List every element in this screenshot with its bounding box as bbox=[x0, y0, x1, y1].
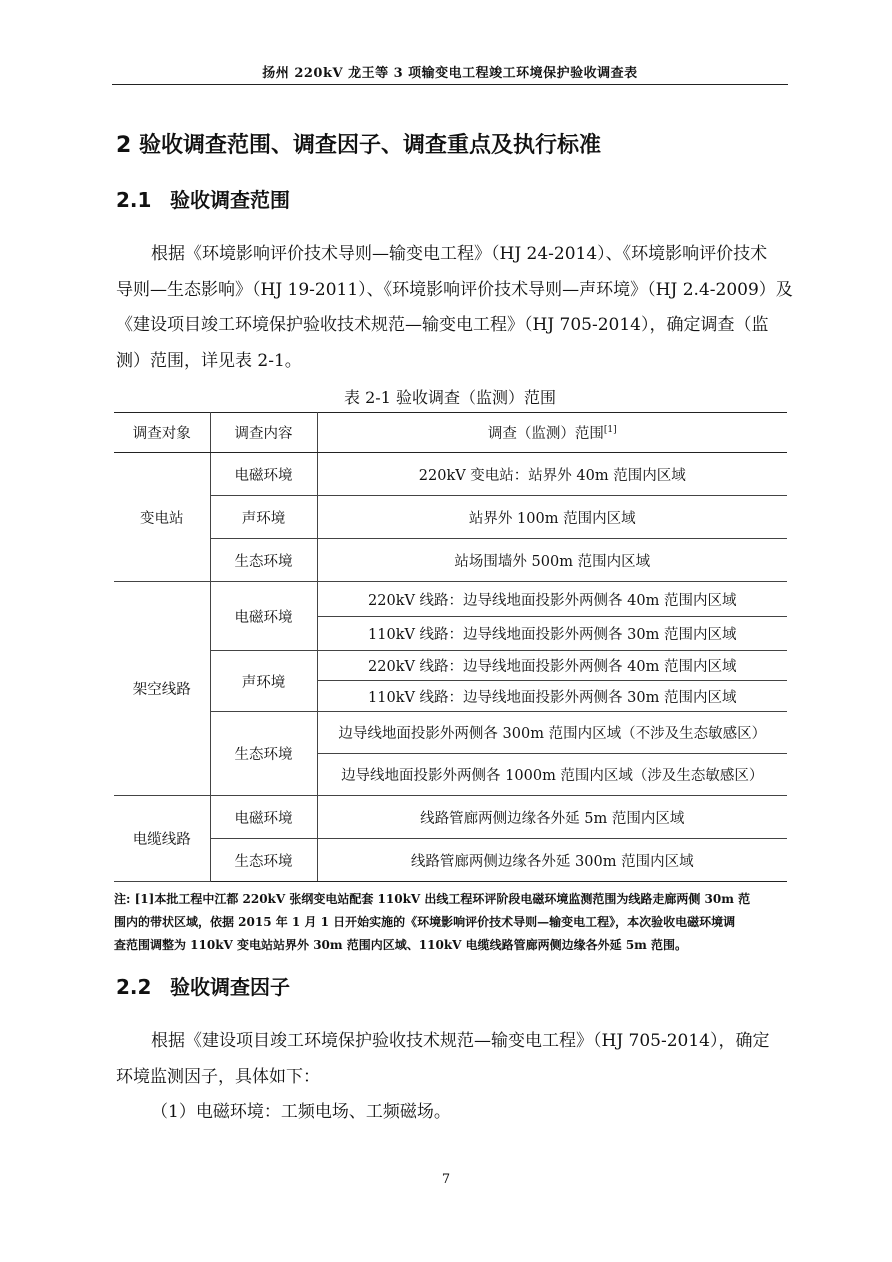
content-cell: 声环境 bbox=[210, 651, 317, 712]
scope-table bbox=[114, 412, 787, 882]
paragraph-line: 《建设项目竣工环境保护验收技术规范—输变电工程》（HJ 705-2014），确定调查（监 bbox=[116, 315, 769, 335]
section-2-1-heading bbox=[116, 184, 290, 213]
range-cell: 110kV 线路：边导线地面投影外两侧各 30m 范围内区域 bbox=[317, 681, 787, 712]
table-note bbox=[114, 888, 788, 957]
section-title: 验收调查范围 bbox=[170, 188, 290, 212]
range-cell: 220kV 线路：边导线地面投影外两侧各 40m 范围内区域 bbox=[317, 651, 787, 681]
range-cell: 220kV 线路：边导线地面投影外两侧各 40m 范围内区域 bbox=[317, 582, 787, 617]
paragraph-line: 根据《建设项目竣工环境保护验收技术规范—输变电工程》（HJ 705-2014），确定 bbox=[151, 1031, 770, 1051]
content-cell: 电磁环境 bbox=[210, 582, 317, 651]
header-cell: 调查内容 bbox=[210, 413, 317, 453]
content-cell: 电磁环境 bbox=[210, 796, 317, 839]
paragraph-scope bbox=[116, 237, 793, 379]
content-cell: 生态环境 bbox=[210, 839, 317, 882]
range-cell: 边导线地面投影外两侧各 300m 范围内区域（不涉及生态敏感区） bbox=[317, 712, 787, 754]
note-line: 注: [1]本批工程中江都 220kV 张纲变电站配套 110kV 出线工程环评阶段电磁环境监测范围为线路走廊两侧 30m 范 bbox=[114, 892, 751, 906]
content-cell: 声环境 bbox=[210, 496, 317, 539]
paragraph-factors bbox=[116, 1024, 788, 1131]
range-cell: 边导线地面投影外两侧各 1000m 范围内区域（涉及生态敏感区） bbox=[317, 754, 787, 796]
paragraph-line: 环境监测因子，具体如下： bbox=[116, 1066, 320, 1087]
header-label: 调查（监测）范围 bbox=[487, 426, 604, 442]
range-cell: 线路管廊两侧边缘各外延 5m 范围内区域 bbox=[317, 796, 787, 839]
content-cell: 生态环境 bbox=[210, 712, 317, 796]
section-2-heading: 2 验收调查范围、调查因子、调查重点及执行标准 bbox=[116, 133, 601, 158]
header-cell: 调查对象 bbox=[114, 413, 210, 453]
paragraph-line: 根据《环境影响评价技术导则—输变电工程》（HJ 24-2014）、《环境影响评价技术 bbox=[151, 244, 768, 264]
section-title: 验收调查因子 bbox=[170, 975, 290, 999]
list-item: （1）电磁环境：工频电场、工频磁场。 bbox=[151, 1102, 451, 1122]
page-number: 7 bbox=[441, 1172, 451, 1187]
object-cell: 变电站 bbox=[114, 453, 210, 582]
table-caption: 表 2-1 验收调查（监测）范围 bbox=[344, 388, 556, 407]
object-cell: 电缆线路 bbox=[114, 796, 210, 882]
footnote-marker: [1] bbox=[603, 425, 617, 436]
page-header: 扬州 220kV 龙王等 3 项输变电工程竣工环境保护验收调查表 bbox=[262, 66, 638, 81]
header-rule bbox=[112, 84, 788, 85]
content-cell: 生态环境 bbox=[210, 539, 317, 582]
section-number: 2.2 bbox=[116, 975, 152, 999]
content-cell: 电磁环境 bbox=[210, 453, 317, 496]
range-cell: 线路管廊两侧边缘各外延 300m 范围内区域 bbox=[317, 839, 787, 882]
range-cell: 220kV 变电站：站界外 40m 范围内区域 bbox=[317, 453, 787, 496]
object-cell: 架空线路 bbox=[114, 582, 210, 796]
paragraph-line: 导则—生态影响》（HJ 19-2011）、《环境影响评价技术导则—声环境》（HJ 2.4-2009）及 bbox=[116, 279, 793, 300]
paragraph-line: 测）范围，详见表 2-1。 bbox=[116, 350, 302, 371]
range-cell: 站场围墙外 500m 范围内区域 bbox=[317, 539, 787, 582]
header-cell bbox=[317, 413, 787, 453]
section-2-2-heading bbox=[116, 971, 290, 1000]
range-cell: 站界外 100m 范围内区域 bbox=[317, 496, 787, 539]
note-line: 查范围调整为 110kV 变电站站界外 30m 范围内区域、110kV 电缆线路管廊两侧边缘各外延 5m 范围。 bbox=[114, 938, 688, 952]
section-number: 2.1 bbox=[116, 188, 152, 212]
range-cell: 110kV 线路：边导线地面投影外两侧各 30m 范围内区域 bbox=[317, 617, 787, 651]
note-line: 围内的带状区域，依据 2015 年 1 月 1 日开始实施的《环境影响评价技术导则—输变电工程》，本次验收电磁环境调 bbox=[114, 915, 736, 929]
